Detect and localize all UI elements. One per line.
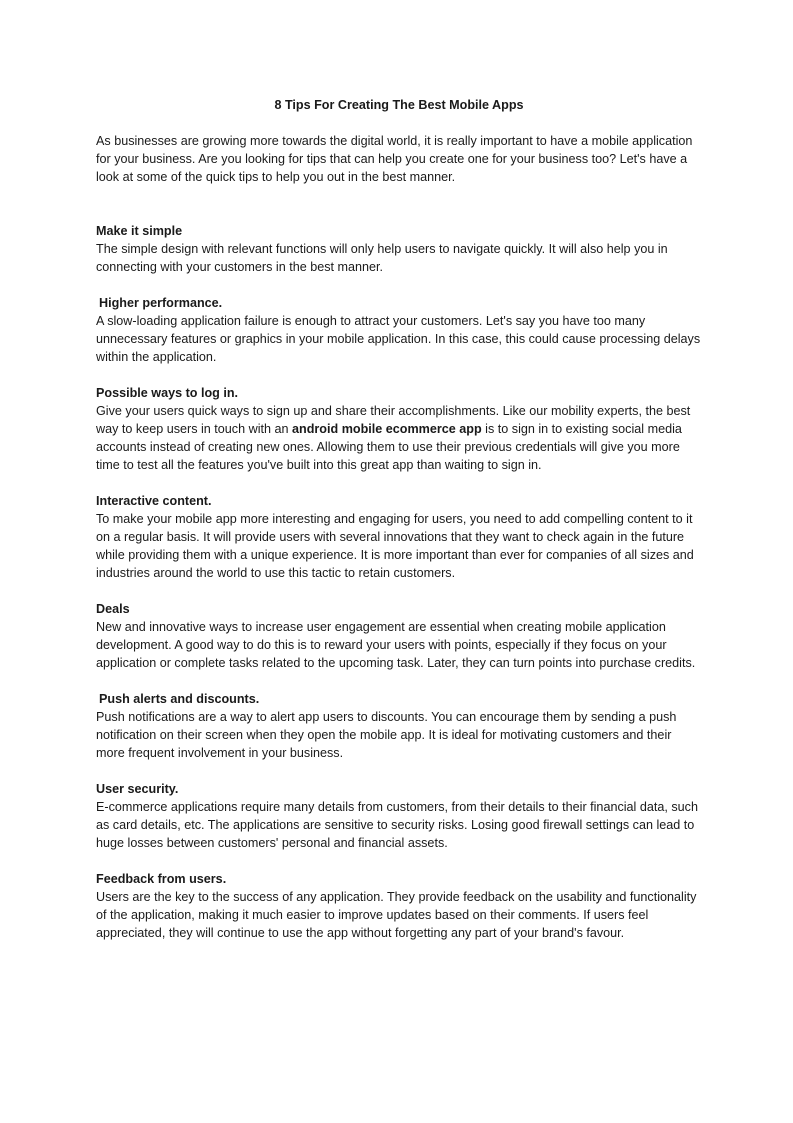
body-text-before: Give your users quick ways to sign up and share their accomplishments. Like our mobility experts, the best way to keep users in touch with an xyxy=(96,404,691,436)
section-possible-ways-to-log-in xyxy=(96,384,702,474)
section-body: A slow-loading application failure is enough to attract your customers. Let's say you have too many unnecessary features or graphics in your mobile application. In this case, this could cause processing delays within the application. xyxy=(96,314,701,364)
section-higher-performance xyxy=(96,294,702,366)
section-body: E-commerce applications require many details from customers, from their details to their financial data, such as card details, etc. The applications are sensitive to security risks. Losing good firewall settings can lead to huge losses between customers' personal and financial assets. xyxy=(96,800,698,850)
section-heading: Higher performance. xyxy=(99,296,223,310)
section-body xyxy=(96,402,702,474)
section-deals xyxy=(96,600,702,672)
section-make-it-simple xyxy=(96,222,702,276)
section-heading: User security. xyxy=(96,782,179,796)
intro-paragraph: As businesses are growing more towards the digital world, it is really important to have a mobile application for your business. Are you looking for tips that can help you create one for your business too? Let's have a look at some of the quick tips to help you out in the best manner. xyxy=(96,134,693,184)
section-user-security xyxy=(96,780,702,852)
section-heading: Interactive content. xyxy=(96,494,212,508)
document-content xyxy=(96,96,702,960)
section-body: New and innovative ways to increase user engagement are essential when creating mobile application development. A good way to do this is to reward your users with points, especially if they focus on your application or complete tasks related to the upcoming task. Later, they can turn points into purchase credits. xyxy=(96,620,696,670)
section-feedback-from-users xyxy=(96,870,702,942)
page-title: 8 Tips For Creating The Best Mobile Apps xyxy=(274,98,524,112)
section-body: The simple design with relevant functions will only help users to navigate quickly. It will also help you in connecting with your customers in the best manner. xyxy=(96,242,668,274)
section-heading: Deals xyxy=(96,602,130,616)
section-body: To make your mobile app more interesting and engaging for users, you need to add compelling content to it on a regular basis. It will provide users with several innovations that they want to check again in the future while providing them with a unique experience. It is more important than ever for companies of all sizes and industries around the world to use this tactic to retain customers. xyxy=(96,512,694,580)
section-interactive-content xyxy=(96,492,702,582)
section-heading: Make it simple xyxy=(96,224,183,238)
section-push-alerts xyxy=(96,690,702,762)
body-text-after: is to sign in to existing social media accounts instead of creating new ones. Allowing them to use their previous credentials will give you more time to test all the features you've built into this great app than waiting to sign in. xyxy=(96,422,682,472)
section-heading: Feedback from users. xyxy=(96,872,227,886)
section-body: Push notifications are a way to alert app users to discounts. You can encourage them by sending a push notification on their screen when they open the mobile app. It is ideal for motivating customers and their more frequent involvement in your business. xyxy=(96,710,677,760)
section-heading: Possible ways to log in. xyxy=(96,386,239,400)
android-ecommerce-app-link-text: android mobile ecommerce app xyxy=(292,422,482,436)
section-body: Users are the key to the success of any application. They provide feedback on the usability and functionality of the application, making it much easier to improve updates based on their comments. If users feel appreciated, they will continue to use the app without forgetting any part of your brand's favour. xyxy=(96,890,697,940)
section-heading: Push alerts and discounts. xyxy=(99,692,260,706)
